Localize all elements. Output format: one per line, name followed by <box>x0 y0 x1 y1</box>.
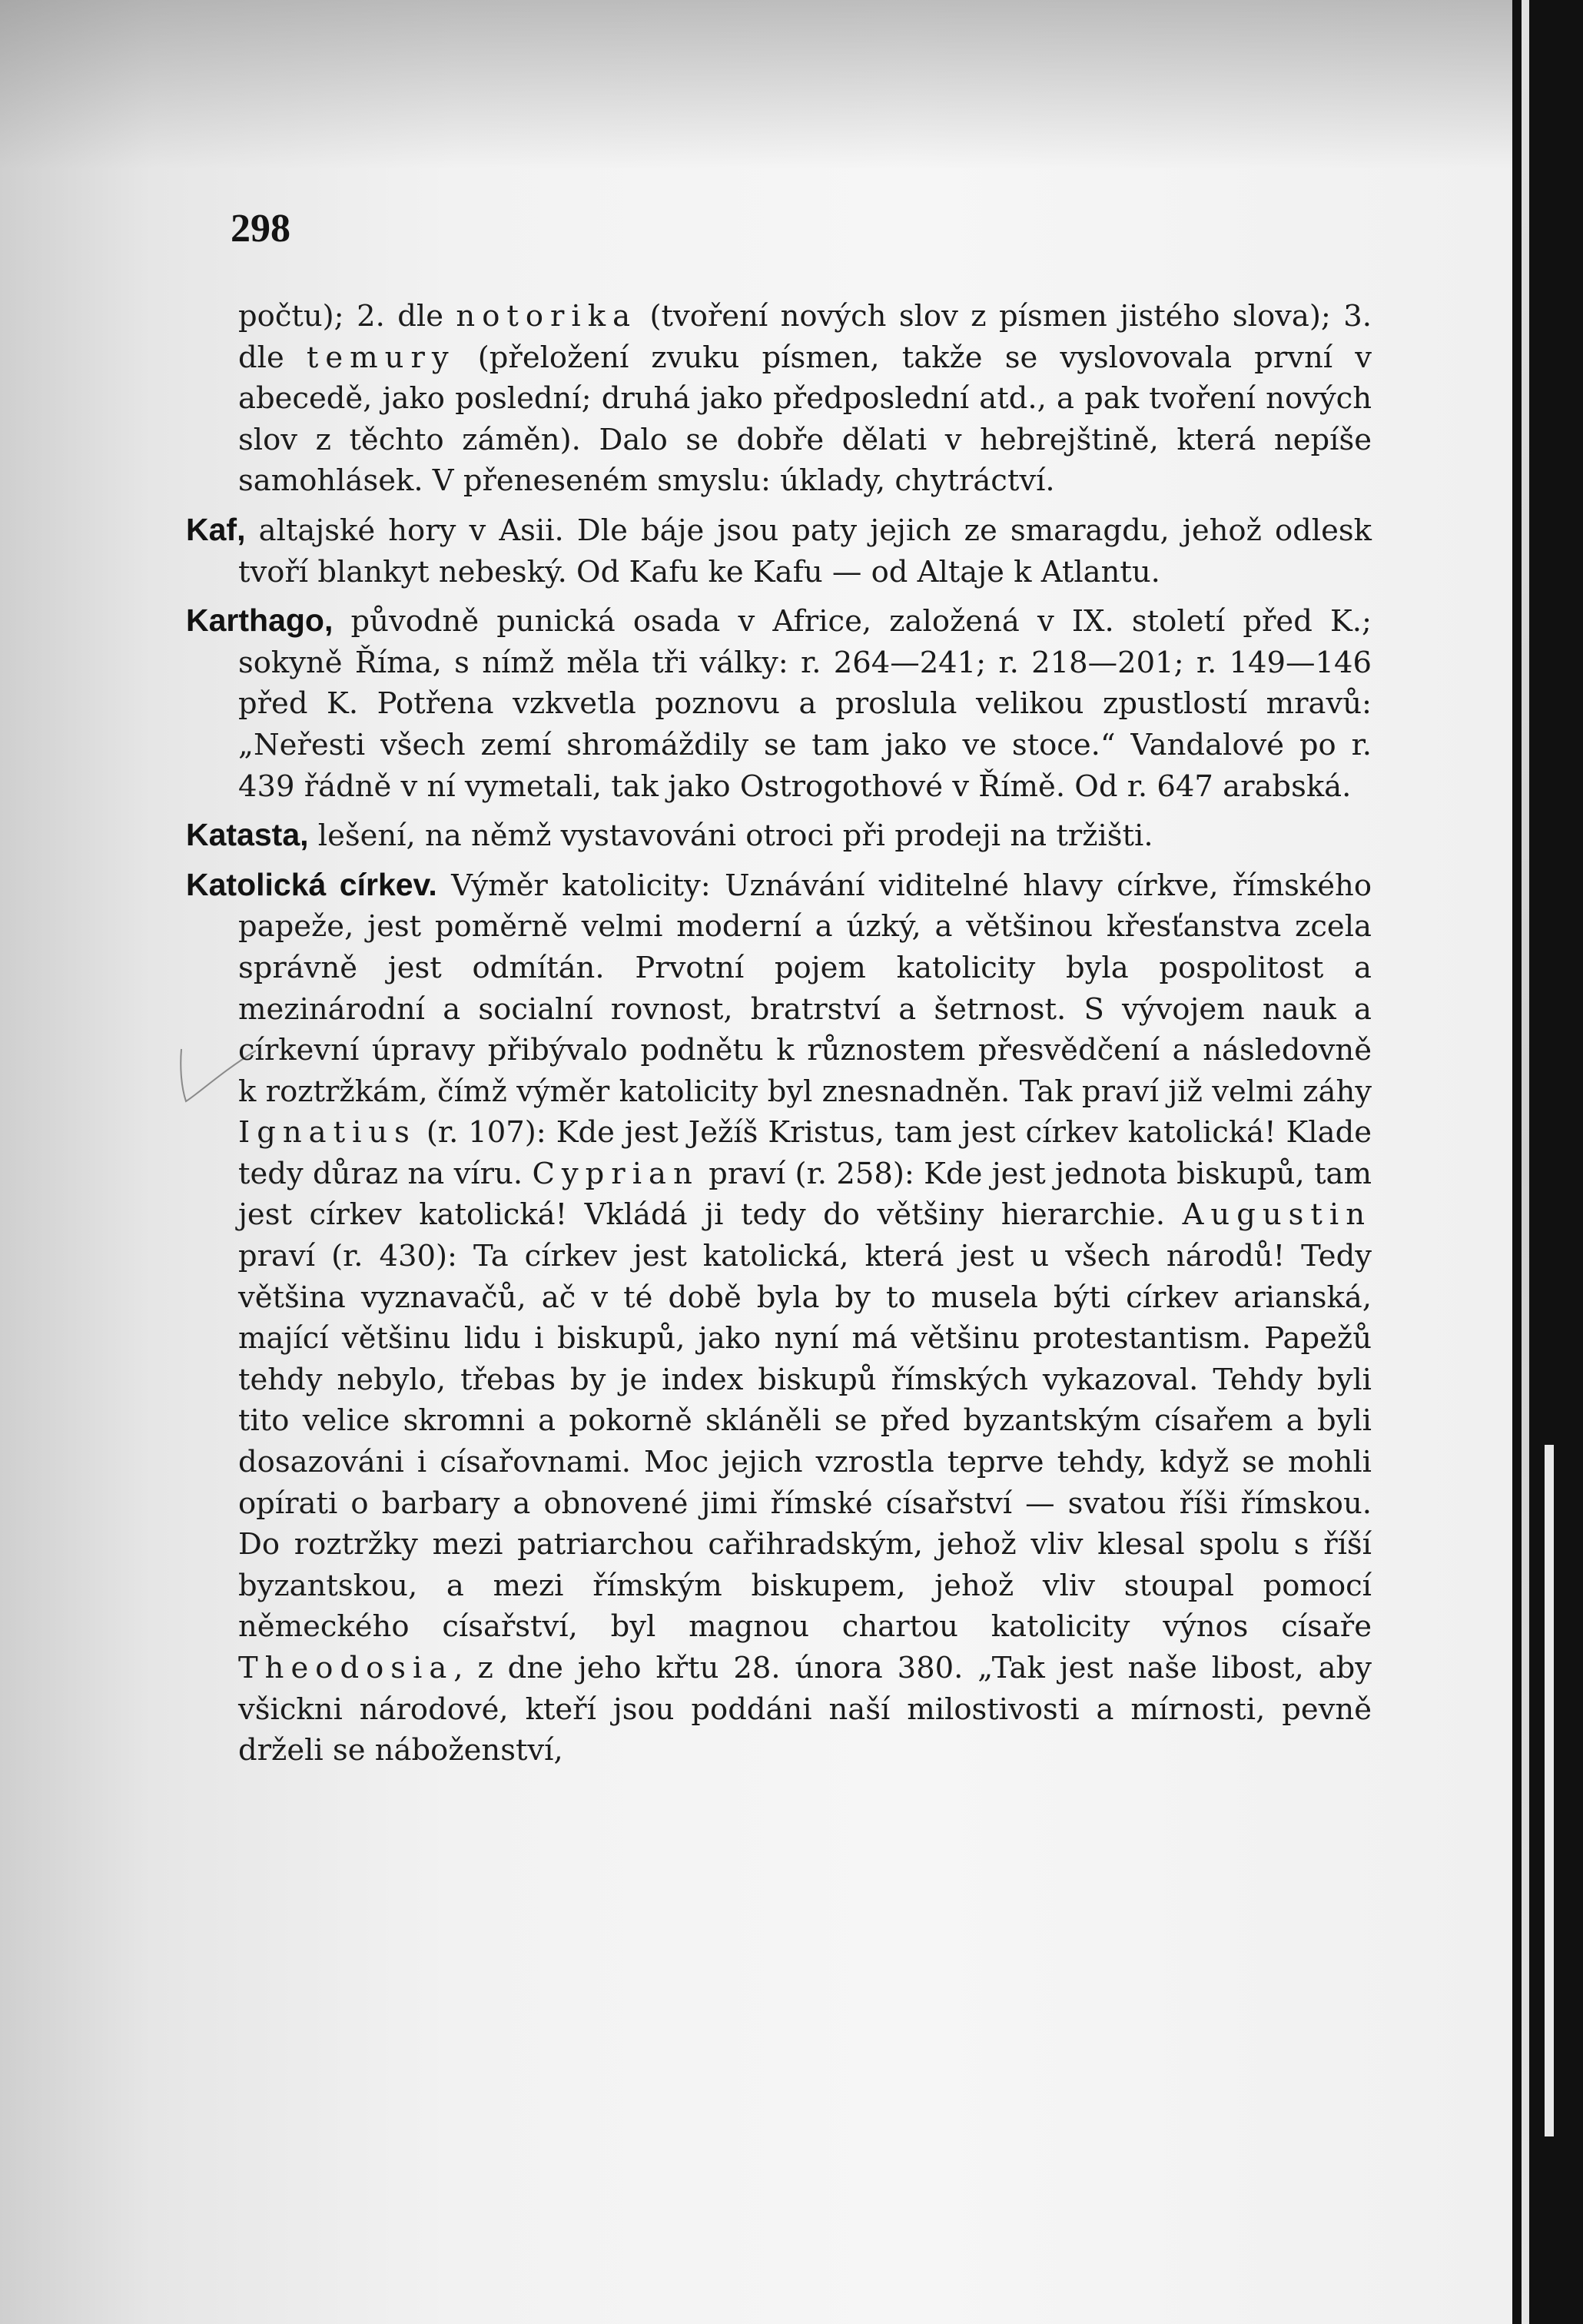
intro-text-3: (přeložení zvuku písmen, takže se vyslovovala první v abecedě, jako poslední; druhá jako předposlední atd., a pak tvoření nových slov z těchto záměn). Dalo se dobře dělati v hebrejštině, která nepíše samohlásek. V přeneseném smyslu: úklady, chytráctví. <box>238 340 1372 499</box>
page-number: 298 <box>231 207 290 251</box>
entry-text-4: praví (r. 430): Ta církev jest katolická, která jest u všech národů! Tedy většina vyznavačů, ač v té době byla by to musela býti církev arianská, mající většinu lidu i biskupů, jako nyní má většinu protestantism. Papežů tehdy nebylo, třebas by je index biskupů římských vykazoval. Tehdy byli tito velice skromni a pokorně skláněli se před byzantským císařem a byli dosazováni i císařovnami. Moc jejich vzrostla teprve tehdy, když se mohli opírati o barbary a obnovené jimi římské císařství — svatou říši římskou. Do roztržky mezi patriarchou cařihradským, jehož vliv klesal spolu s říší byzantskou, a mezi římským biskupem, jehož vliv stoupal pomocí německého císařství, byl magnou chartou katolicity výnos císaře <box>238 1239 1372 1645</box>
emphasis-theodosia: Theodosia <box>238 1651 454 1685</box>
intro-text-2: (tvoření nových slov z písmen jistého slova); 3. dle <box>238 299 1372 375</box>
entry-term: Katasta, <box>186 817 309 853</box>
intro-paragraph <box>238 296 1372 502</box>
entry-karthago <box>186 600 1372 807</box>
emphasis-temury: temury <box>306 340 456 375</box>
entry-text-5: , z dne jeho křtu 28. února 380. „Tak jest naše libost, aby všickni národové, kteří jsou poddáni naší milostivosti a mírnosti, pevně drželi se náboženství, <box>238 1651 1372 1768</box>
entry-term: Katolická církev. <box>186 866 437 902</box>
entry-text-2: (r. 107): Kde jest Ježíš Kristus, tam jest církev katolická! Klade tedy důraz na víru. <box>238 1115 1372 1191</box>
emphasis-augustin: Augustin <box>1182 1197 1372 1233</box>
intro-text-1: počtu); 2. dle <box>238 299 456 334</box>
entry-text: lešení, na němž vystavováni otroci při prodeji na tržišti. <box>317 818 1153 854</box>
entry-text-3: praví (r. 258): Kde jest jednota biskupů, tam jest církev katolická! Vkládá ji tedy do většiny hierarchie. <box>238 1156 1372 1233</box>
entry-text: původně punická osada v Africe, založená v IX. století před K.; sokyně Říma, s nímž měla tři války: r. 264—241; r. 218—201; r. 149—146 před K. Potřena vzkvetla poznovu a proslula velikou zpustlostí mravů: „Neřesti všech zemí shromáždily se tam jako ve stoce.“ Vandalové po r. 439 řádně v ní vymetali, tak jako Ostrogothové v Římě. Od r. 647 arabská. <box>238 604 1372 804</box>
emphasis-cyprian: Cyprian <box>532 1156 699 1191</box>
entry-text: altajské hory v Asii. Dle báje jsou paty jejich ze smaragdu, jehož odlesk tvoří blankyt nebeský. Od Kafu ke Kafu — od Altaje k Atlantu. <box>238 513 1372 589</box>
entry-katolicka-cirkev <box>186 865 1372 1771</box>
entry-term: Kaf, <box>186 511 246 547</box>
page-edge <box>1522 0 1529 2324</box>
emphasis-notorika: notorika <box>456 299 638 334</box>
entry-text-1: Výměr katolicity: Uznávání viditelné hlavy církve, římského papeže, jest poměrně velmi moderní a úzký, a většinou křesťanstva zcela správně jest odmítán. Prvotní pojem katolicity byla pospolitost a mezinárodní a socialní rovnost, bratrství a šetrnost. S vývojem nauk a církevní úpravy přibývalo podnětu k různostem přesvědčení a následovně k roztržkám, čímž výměr katolicity byl znesnadněn. Tak praví již velmi záhy <box>238 868 1372 1109</box>
entry-term: Karthago, <box>186 603 334 639</box>
entry-kaf <box>186 510 1372 593</box>
page-edge-secondary <box>1545 1445 1554 2136</box>
emphasis-ignatius: Ignatius <box>238 1115 416 1150</box>
entry-katasta <box>186 815 1372 857</box>
body-text <box>186 296 1372 1771</box>
